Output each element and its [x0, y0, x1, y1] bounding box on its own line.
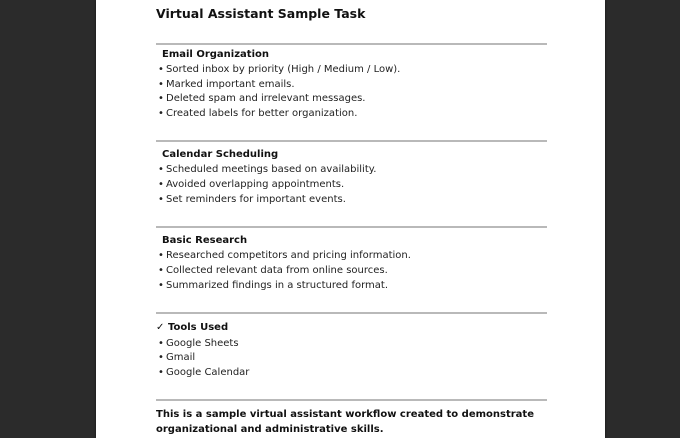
section-divider — [156, 226, 547, 228]
list-item: • Summarized findings in a structured format. — [158, 280, 389, 291]
list-item: • Scheduled meetings based on availability. — [158, 164, 377, 175]
bullet-icon: • — [158, 164, 164, 175]
bullet-icon: • — [158, 93, 164, 104]
page-title: Virtual Assistant Sample Task — [156, 6, 366, 21]
list-item: • Sorted inbox by priority (High / Medium / Low). — [158, 64, 401, 75]
section-divider — [156, 312, 547, 314]
bullet-icon: • — [158, 367, 164, 378]
bullet-icon: • — [158, 179, 164, 190]
list-item: • Marked important emails. — [158, 79, 295, 90]
list-item: • Collected relevant data from online sources. — [158, 265, 388, 276]
section-divider — [156, 140, 547, 142]
bullet-icon: • — [158, 250, 164, 261]
section-divider — [156, 399, 547, 401]
section-heading-calendar: Calendar Scheduling — [162, 149, 279, 160]
list-item: • Set reminders for important events. — [158, 194, 346, 205]
list-item: • Deleted spam and irrelevant messages. — [158, 93, 366, 104]
bullet-icon: • — [158, 352, 164, 363]
section-divider — [156, 43, 547, 45]
bullet-icon: • — [158, 280, 164, 291]
list-item: • Avoided overlapping appointments. — [158, 179, 345, 190]
section-heading-tools: ✓ Tools Used — [156, 322, 229, 333]
list-item: • Google Sheets — [158, 338, 239, 349]
bullet-icon: • — [158, 64, 164, 75]
bullet-icon: • — [158, 338, 164, 349]
bullet-icon: • — [158, 194, 164, 205]
list-item: • Researched competitors and pricing information. — [158, 250, 411, 261]
check-icon: ✓ — [156, 322, 165, 333]
list-item: • Gmail — [158, 352, 196, 363]
bullet-icon: • — [158, 265, 164, 276]
section-heading-email: Email Organization — [162, 49, 269, 60]
list-item: • Google Calendar — [158, 367, 250, 378]
section-heading-research: Basic Research — [162, 235, 248, 246]
bullet-icon: • — [158, 79, 164, 90]
footer-note: This is a sample virtual assistant workflow created to demonstrate organizational and administrative skills. — [156, 409, 534, 435]
list-item: • Created labels for better organization. — [158, 108, 358, 119]
document-page — [96, 0, 605, 438]
bullet-icon: • — [158, 108, 164, 119]
